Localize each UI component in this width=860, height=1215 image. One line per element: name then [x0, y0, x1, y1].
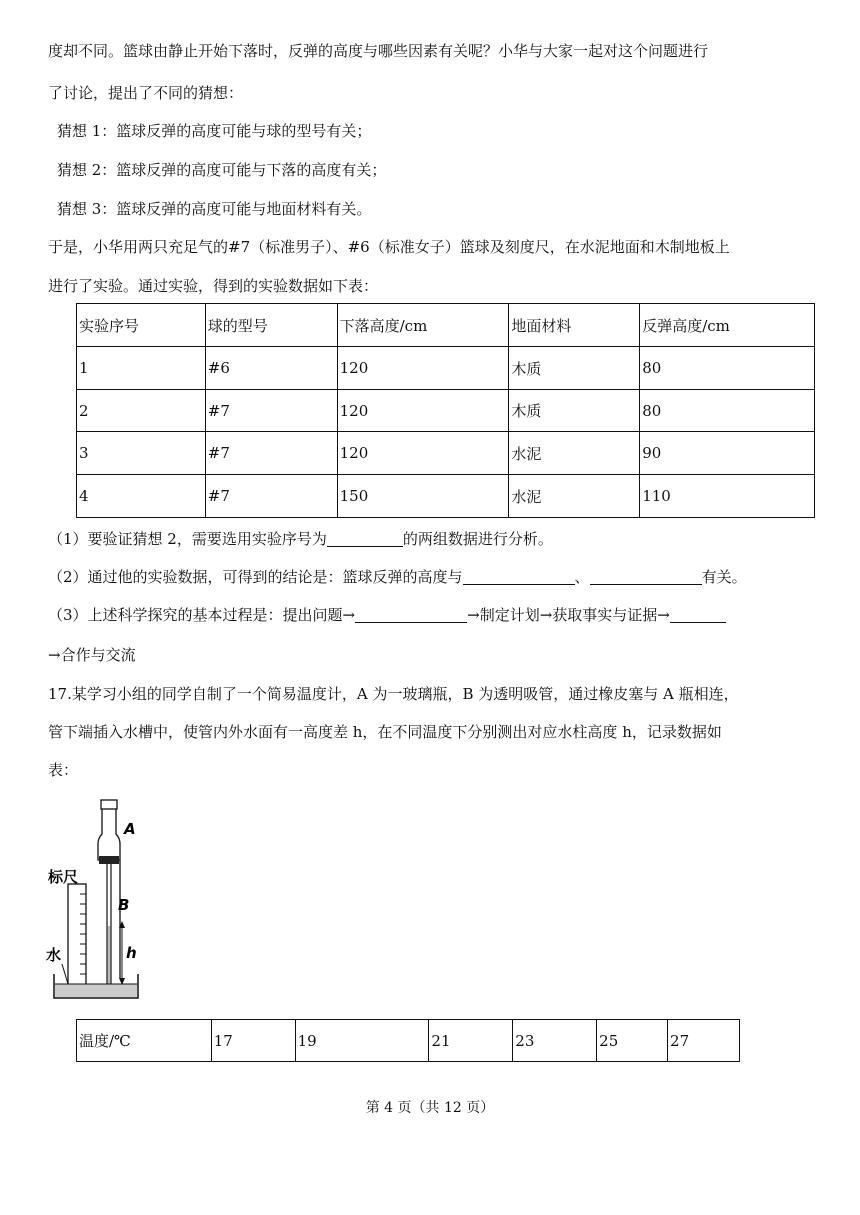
label-a: A: [124, 820, 136, 838]
answer-blank[interactable]: [590, 568, 702, 585]
question-3: [48, 605, 726, 625]
cell: 4: [77, 475, 206, 518]
label-b: B: [118, 896, 130, 914]
hypothesis-3: 猜想 3：篮球反弹的高度可能与地面材料有关。: [57, 200, 372, 218]
question-text: →制定计划→获取事实与证据→: [467, 606, 670, 624]
header-cell: 实验序号: [77, 304, 206, 347]
answer-blank[interactable]: [670, 606, 726, 623]
cell: 90: [640, 432, 815, 475]
hypothesis-1: 猜想 1：篮球反弹的高度可能与球的型号有关；: [57, 122, 372, 140]
question-text: （3）上述科学探究的基本过程是：提出问题→: [48, 606, 356, 624]
question-1: [48, 529, 553, 549]
question-text: 的两组数据进行分析。: [402, 530, 553, 548]
header-cell: 地面材料: [509, 304, 640, 347]
problem-17-line: 管下端插入水槽中，使管内外水面有一高度差 h，在不同温度下分别测出对应水柱高度 h，记录数据如: [48, 723, 722, 741]
question-3-cont: →合作与交流: [48, 646, 136, 664]
problem-17-line: 17.某学习小组的同学自制了一个简易温度计，A 为一玻璃瓶，B 为透明吸管，通过橡皮塞与 A 瓶相连，: [48, 685, 739, 703]
cell: 110: [640, 475, 815, 518]
cell: 21: [429, 1020, 513, 1062]
paragraph-line: 进行了实验。通过实验，得到的实验数据如下表：: [48, 277, 379, 295]
page-footer: 第 4 页（共 12 页）: [365, 1100, 495, 1116]
question-text: （1）要验证猜想 2，需要选用实验序号为: [48, 530, 327, 548]
cell: 120: [337, 390, 509, 432]
paragraph-line: 了讨论，提出了不同的猜想：: [48, 84, 244, 102]
table-header-row: [77, 304, 815, 347]
question-2: [48, 567, 747, 587]
header-cell: 反弹高度/cm: [640, 304, 815, 347]
paragraph-line: 度却不同。篮球由静止开始下落时，反弹的高度与哪些因素有关呢？小华与大家一起对这个问题进行: [48, 42, 709, 60]
cell: 120: [337, 347, 509, 390]
problem-17-line: 表：: [48, 761, 79, 779]
answer-blank[interactable]: [327, 530, 403, 547]
cell: 150: [337, 475, 509, 518]
question-text: （2）通过他的实验数据，可得到的结论是：篮球反弹的高度与: [48, 568, 463, 586]
cell: #7: [205, 390, 337, 432]
experiment-table: [76, 303, 815, 518]
cell: 水泥: [509, 432, 640, 475]
cell: #7: [205, 432, 337, 475]
label-h: h: [126, 944, 137, 962]
cell: 80: [640, 347, 815, 390]
cell: #7: [205, 475, 337, 518]
table-row: [77, 432, 815, 475]
table-row: [77, 347, 815, 390]
cell: 木质: [509, 347, 640, 390]
cell: 2: [77, 390, 206, 432]
cell: #6: [205, 347, 337, 390]
header-cell: 球的型号: [205, 304, 337, 347]
cell: 17: [211, 1020, 295, 1062]
header-cell: 下落高度/cm: [337, 304, 509, 347]
cell: 1: [77, 347, 206, 390]
hypothesis-2: 猜想 2：篮球反弹的高度可能与下落的高度有关；: [57, 161, 387, 179]
label-water: 水: [46, 946, 62, 964]
cell: 23: [513, 1020, 597, 1062]
table-row: [77, 390, 815, 432]
answer-blank[interactable]: [463, 568, 575, 585]
paragraph-line: 于是，小华用两只充足气的#7（标准男子）、#6（标准女子）篮球及刻度尺，在水泥地面和木制地板上: [48, 238, 730, 256]
cell: 3: [77, 432, 206, 475]
cell: 木质: [509, 390, 640, 432]
thermometer-figure: [46, 798, 150, 1004]
cell: 19: [295, 1020, 429, 1062]
question-text: 有关。: [701, 568, 747, 586]
cell: 120: [337, 432, 509, 475]
label-ruler: 标尺: [48, 868, 79, 886]
cell: 25: [597, 1020, 668, 1062]
question-text: 、: [574, 568, 590, 586]
cell: 27: [668, 1020, 740, 1062]
cell: 水泥: [509, 475, 640, 518]
temperature-table: [76, 1019, 740, 1062]
table-row: [77, 475, 815, 518]
header-cell: 温度/℃: [77, 1020, 212, 1062]
table-row: [77, 1020, 740, 1062]
answer-blank[interactable]: [355, 606, 467, 623]
cell: 80: [640, 390, 815, 432]
